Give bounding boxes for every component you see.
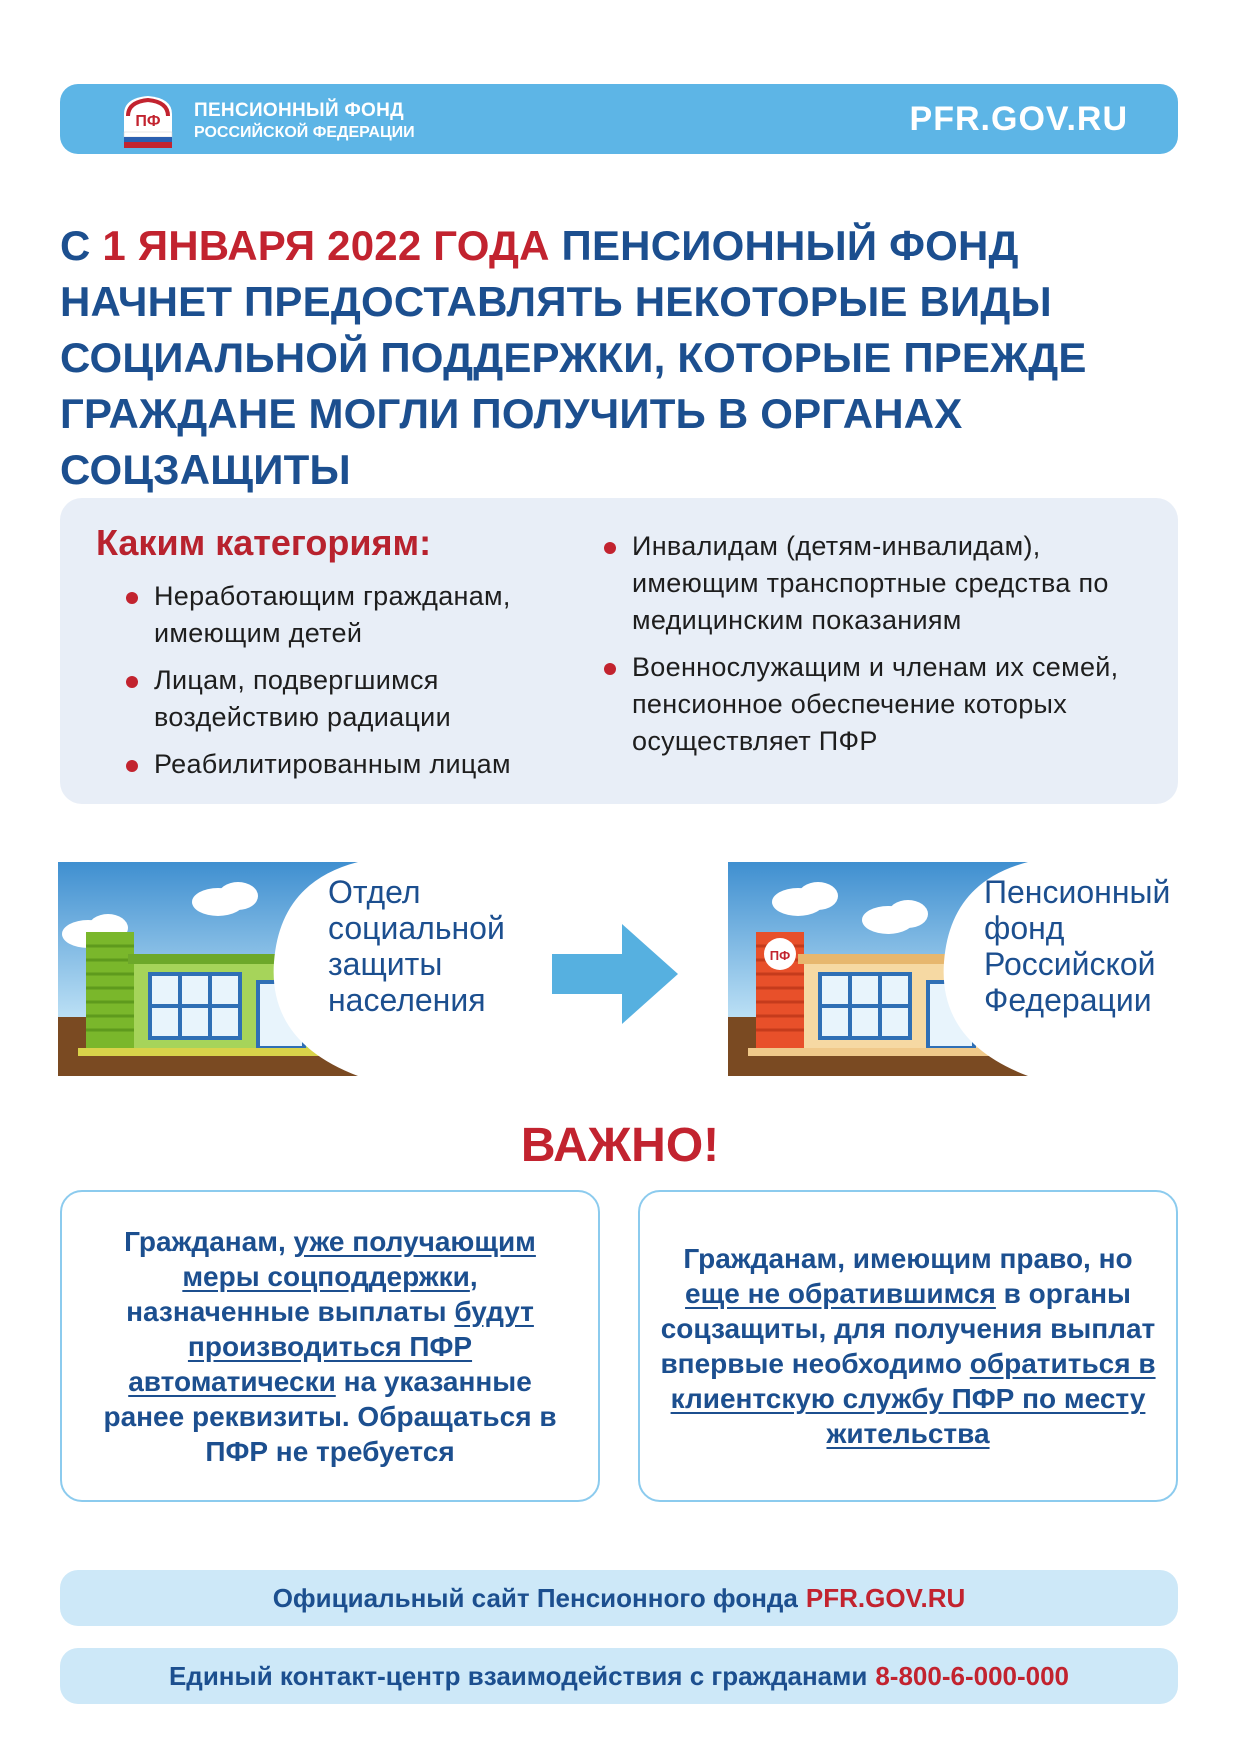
categories-panel	[60, 498, 1178, 804]
header-bar	[60, 84, 1178, 154]
list-item	[602, 649, 1162, 760]
svg-text:ПФ: ПФ	[769, 948, 791, 963]
info-segment: на указанные ранее реквизиты. Обращаться в ПФР не требуется	[103, 1365, 557, 1467]
logo-subtitle: РОССИЙСКОЙ ФЕДЕРАЦИИ	[194, 124, 415, 141]
headline-date: 1 ЯНВАРЯ 2022 ГОДА	[102, 222, 550, 269]
footer-official-site	[60, 1570, 1178, 1626]
categories-right-list	[602, 528, 1162, 770]
list-item	[124, 578, 584, 652]
bullet-icon	[126, 676, 138, 688]
footer-phone-link[interactable]: 8-800-6-000-000	[875, 1660, 1070, 1691]
from-label-line: социальной	[328, 910, 505, 946]
footer-site-link[interactable]: PFR.GOV.RU	[805, 1582, 966, 1613]
important-title: ВАЖНО!	[520, 1119, 720, 1172]
info-segment: в органы соцзащиты, для получения выплат впервые необходимо	[660, 1278, 1156, 1379]
category-text: Реабилитированным лицам	[154, 749, 511, 779]
info-segment: Гражданам, имеющим право, но	[683, 1243, 1133, 1274]
bullet-icon	[604, 663, 616, 675]
footer-site-text: Официальный сайт Пенсионного фонда	[272, 1582, 798, 1613]
footer-contact-center	[60, 1648, 1178, 1704]
bullet-icon	[604, 542, 616, 554]
category-text: Военнослужащим и членам их семей, пенсионное обеспечение которых осуществляет ПФР	[632, 652, 1119, 756]
info-segment-underlined: обратиться в клиентскую службу ПФР по месту жительства	[670, 1348, 1156, 1449]
categories-title: Каким категориям:	[96, 522, 432, 563]
info-box-new-applicants	[638, 1190, 1178, 1502]
category-text: Лицам, подвергшимся воздействию радиации	[154, 665, 451, 732]
list-item	[124, 662, 584, 736]
to-label-line: Российской	[984, 946, 1156, 982]
footer-contact-text: Единый контакт-центр взаимодействия с гражданами	[168, 1660, 868, 1691]
to-label-line: Пенсионный	[984, 874, 1171, 910]
categories-left-list	[124, 578, 584, 793]
bullet-icon	[126, 760, 138, 772]
info-segment-underlined: еще не обратившимся	[685, 1278, 996, 1309]
category-text: Инвалидам (детям-инвалидам), имеющим транспортные средства по медицинским показаниям	[632, 531, 1109, 635]
info-segment: , назначенные выплаты	[126, 1260, 478, 1327]
list-item	[602, 528, 1162, 639]
info-box-existing-recipients	[60, 1190, 600, 1502]
list-item	[124, 746, 584, 783]
to-label-line: Федерации	[984, 982, 1152, 1018]
page-headline	[60, 218, 1190, 498]
from-label	[328, 874, 505, 1018]
header-site-link[interactable]: PFR.GOV.RU	[909, 100, 1128, 138]
pfr-emblem-icon	[118, 92, 178, 150]
info-text	[90, 1224, 570, 1469]
from-label-line: Отдел	[328, 874, 421, 910]
info-segment-underlined: будут производиться ПФР автоматически	[128, 1295, 534, 1397]
headline-prefix: С	[60, 222, 103, 269]
svg-text:ПФ: ПФ	[135, 113, 161, 130]
logo-title: ПЕНСИОННЫЙ ФОНД	[194, 100, 404, 121]
bullet-icon	[126, 592, 138, 604]
headline-rest: ПЕНСИОННЫЙ ФОНД НАЧНЕТ ПРЕДОСТАВЛЯТЬ НЕКОТОРЫЕ ВИДЫ СОЦИАЛЬНОЙ ПОДДЕРЖКИ, КОТОРЫЕ ПРЕЖДЕ ГРАЖДАНЕ МОГЛИ ПОЛУЧИТЬ В ОРГАНАХ СОЦЗАЩИТЫ	[60, 222, 1087, 493]
right-arrow-icon	[552, 924, 678, 1024]
info-segment-underlined: уже получающим меры соцподдержки	[182, 1225, 536, 1292]
category-text: Неработающим гражданам, имеющим детей	[154, 581, 511, 648]
from-label-line: населения	[328, 982, 486, 1018]
to-label-line: фонд	[984, 910, 1065, 946]
info-segment: Гражданам,	[124, 1225, 294, 1257]
from-label-line: защиты	[328, 946, 443, 982]
info-text	[658, 1241, 1158, 1451]
to-label	[984, 874, 1170, 1018]
